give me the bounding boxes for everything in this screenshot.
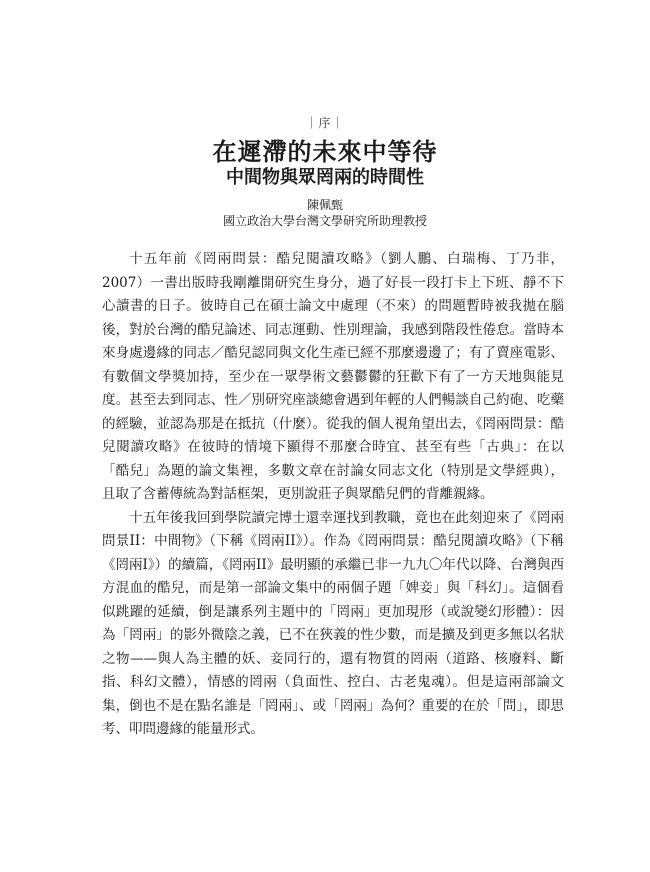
page-title: 在遲滯的未來中等待 [212,137,438,166]
page-subtitle: 中間物與眾罔兩的時間性 [226,167,424,188]
author-name: 陳佩甄 [306,198,343,212]
paragraph-1: 十五年前《罔兩問景：酷兒閱讀攻略》（劉人鵬、白瑞梅、丁乃非，2007）一書出版時我剛離開研究生身分，過了好長一段打卡上下班、靜不下心讀書的日子。彼時自己在碩士論文中處理（不來）的問題暫時被我拋在腦後，對於台灣的酷兒論述、同志運動、性別理論，我感到階段性倦怠。當時本來身處邊緣的同志／酷兒認同與文化生產已經不那麼邊邊了；有了賣座電影、有數個文學獎加持，至少在一眾學術文藝鬱鬱的狂歡下有了一方天地與能見度。甚至去到同志、性／別研究座談總會遇到年輕的人們暢談自己約砲、吃藥的經驗，並認為那是在抵抗（什麼）。從我的個人視角望出去，《罔兩問景：酷兒閱讀攻略》在彼時的情境下顯得不那麼合時宜、甚至有些「古典」：在以「酷兒」為題的論文集裡，多數文章在討論女同志文化（特別是文學經典），且取了含蓄傳統為對話框架，更別說莊子與眾酷兒們的背離親緣。 [102,251,564,502]
body-text [102,248,564,742]
paragraph-2: 十五年後我回到學院讀完博士還幸運找到教職，竟也在此刻迎來了《罔兩問景II：中間物》（下稱《罔兩II》）。作為《罔兩問景：酷兒閱讀攻略》（下稱《罔兩I》）的續篇，《罔兩II》最明顯的承繼已非一九九〇年代以降、台灣與西方混血的酷兒，而是第一部論文集中的兩個子題「婢妾」與「科幻」。這個看似跳躍的延續，倒是讓系列主題中的「罔兩」更加現形（或說變幻形體）：因為「罔兩」的影外微陰之義，已不在狹義的性少數，而是擴及到更多無以名狀之物——與人為主體的妖、妾同行的，還有物質的罔兩（道路、核廢料、斷指、科幻文體），情感的罔兩（負面性、控白、古老鬼魂）。但是這兩部論文集，倒也不是在點名誰是「罔兩」、或「罔兩」為何？重要的在於「問」，即思考、叩問邊緣的能量形式。 [102,509,564,737]
section-label: ｜序｜ [305,116,345,130]
author-affiliation: 國立政治大學台灣文學研究所助理教授 [222,214,427,228]
